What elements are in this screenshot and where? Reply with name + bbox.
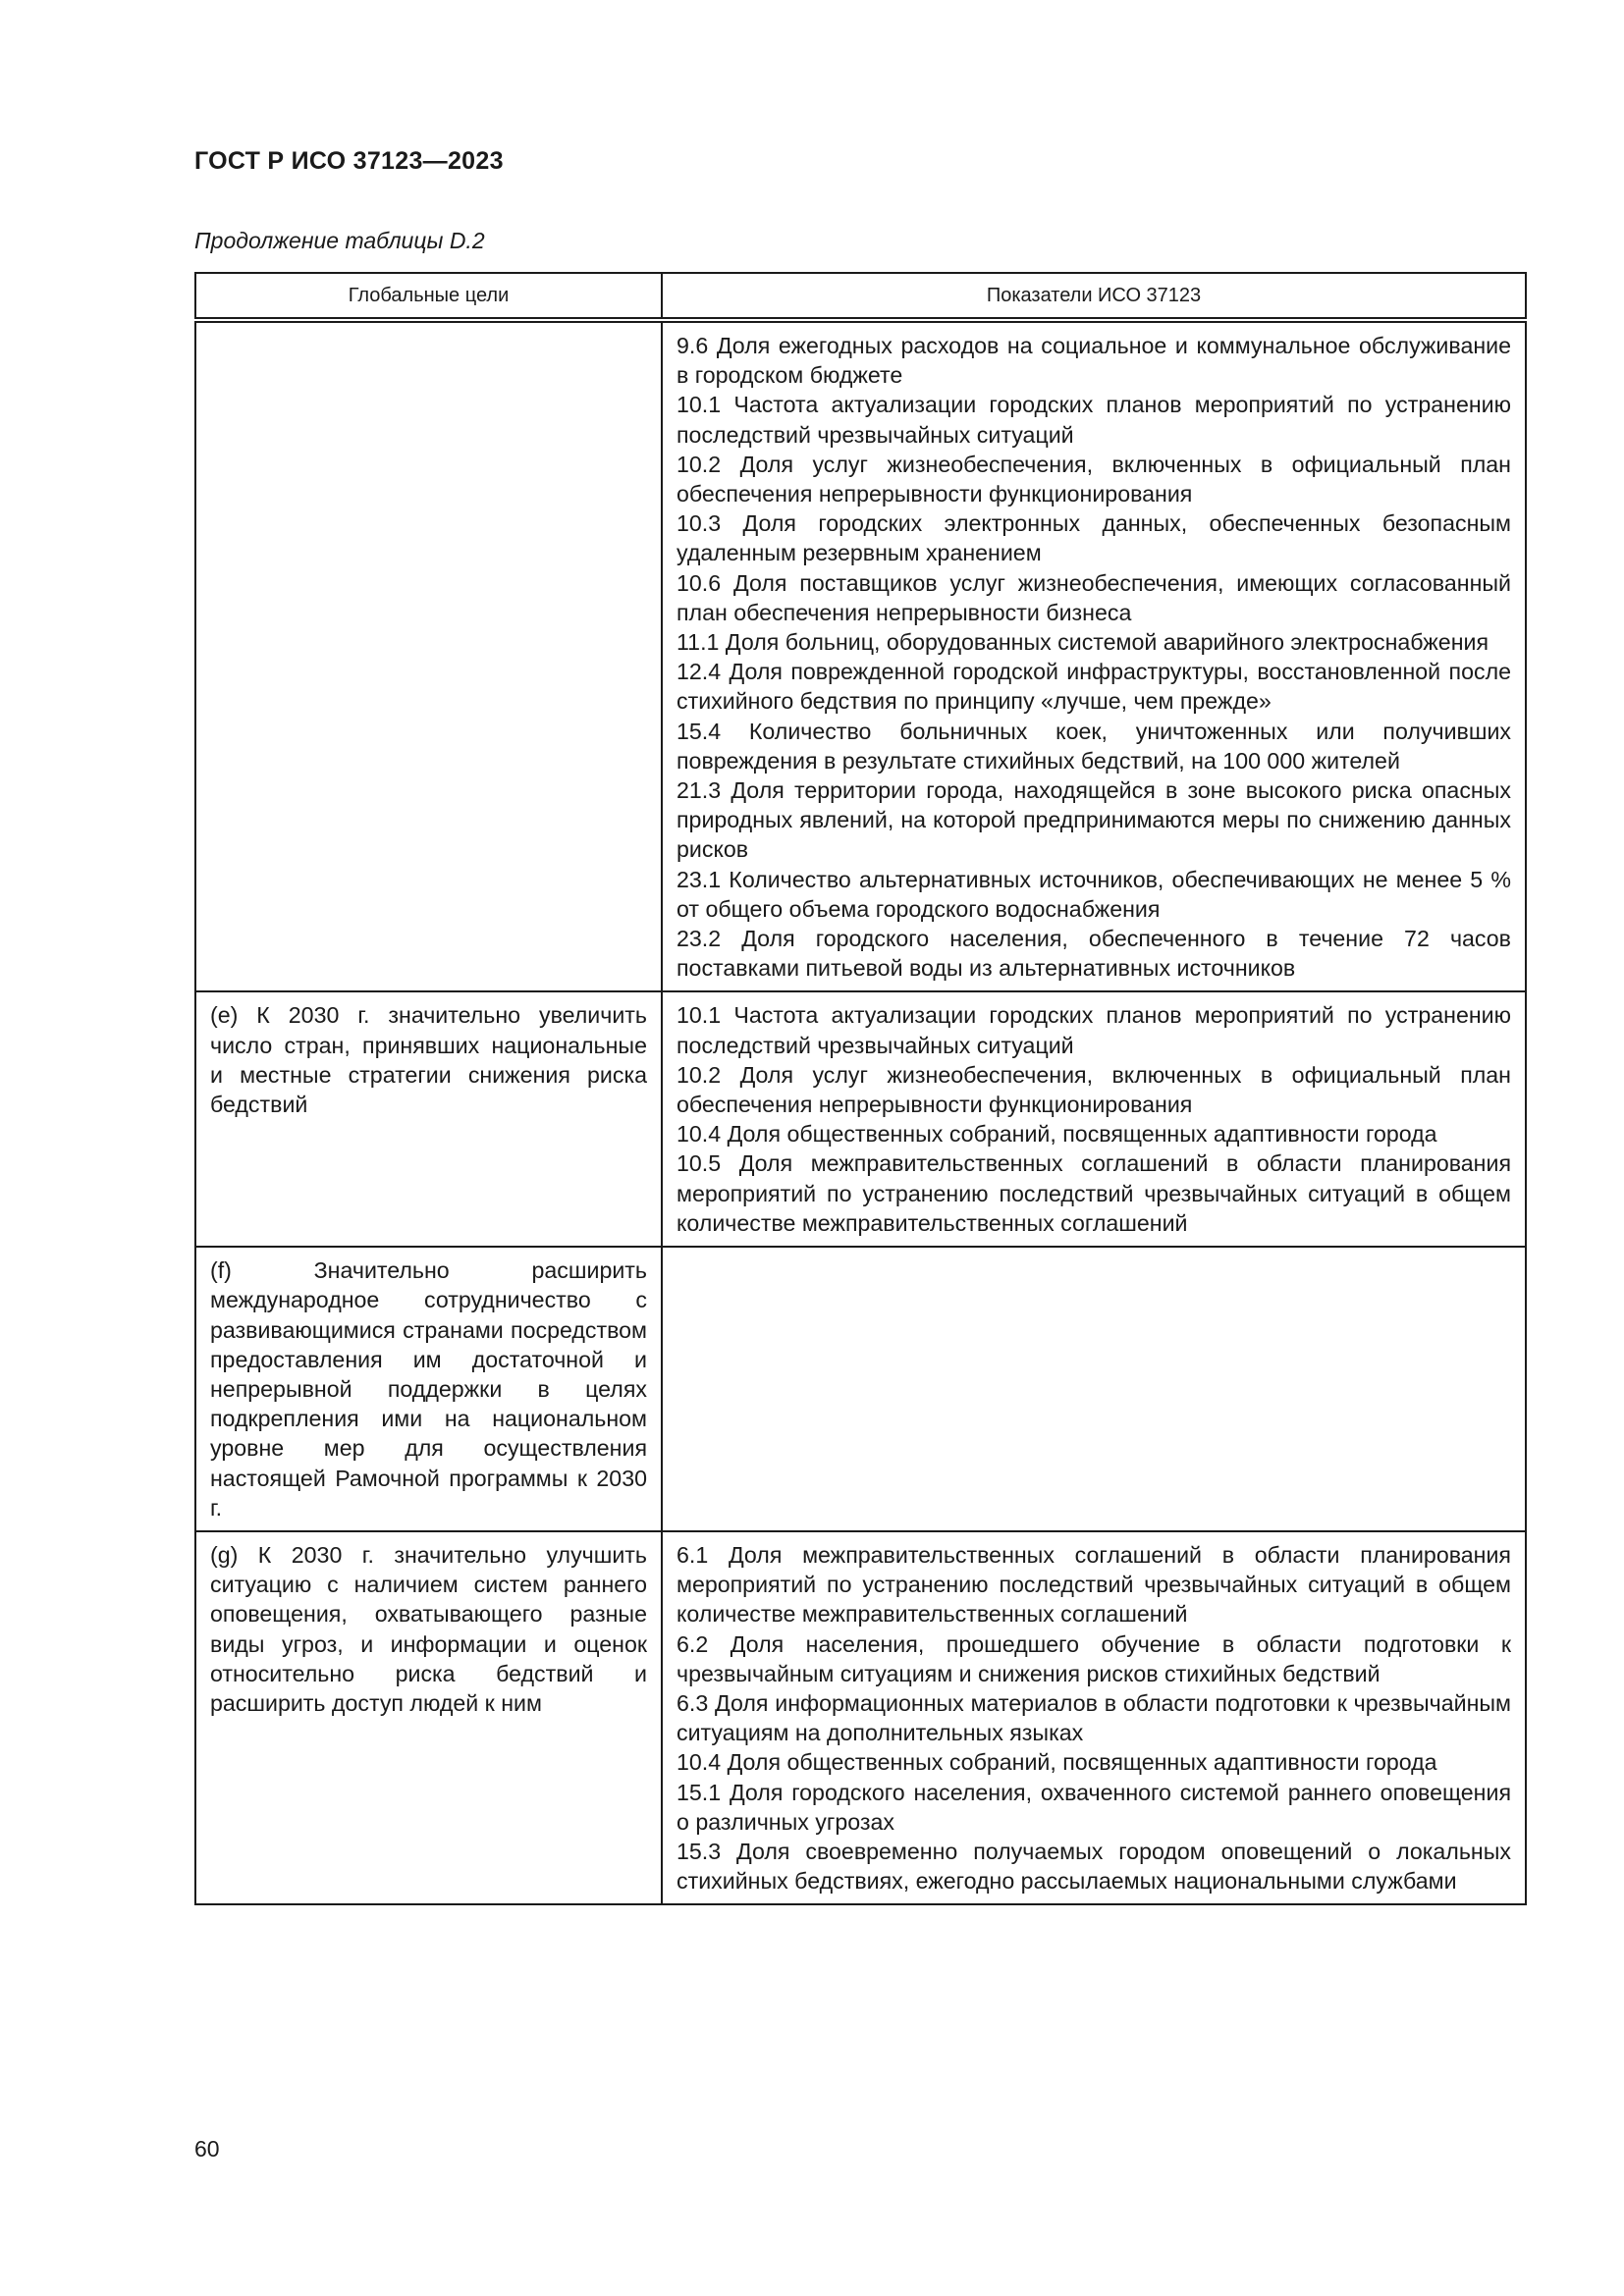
table-row [195,320,1526,991]
page-number: 60 [194,2136,220,2162]
goal-cell: (e) К 2030 г. значительно увеличить число стран, принявших национальные и местные стратегии снижения риска бедствий [195,991,662,1247]
table-row [195,1247,1526,1531]
column-header-goals: Глобальные цели [195,273,662,320]
table-row [195,1531,1526,1904]
document-code: ГОСТ Р ИСО 37123—2023 [194,147,504,175]
goal-cell: (g) К 2030 г. значительно улучшить ситуацию с наличием систем раннего оповещения, охватывающего разные виды угроз, и информации и оценок относительно риска бедствий и расширить доступ людей к ним [195,1531,662,1904]
goals-indicators-table [194,272,1527,1905]
column-header-indicators: Показатели ИСО 37123 [662,273,1526,320]
indicators-cell: 9.6 Доля ежегодных расходов на социальное и коммунальное обслуживание в городском бюджете 10.1 Частота актуализации городских планов мероприятий по устранению последствий чрезвычайных ситуаций 10.2 Доля услуг жизнеобеспечения, включенных в официальный план обеспечения непрерывности функционирования 10.3 Доля городских электронных данных, обеспеченных безопасным удаленным резервным хранением 10.6 Доля поставщиков услуг жизнеобеспечения, имеющих согласованный план обеспечения непрерывности бизнеса 11.1 Доля больниц, оборудованных системой аварийного электроснабжения 12.4 Доля поврежденной городской инфраструктуры, восстановленной после стихийного бедствия по принципу «лучше, чем прежде» 15.4 Количество больничных коек, уничтоженных или получивших повреждения в результате стихийных бедствий, на 100 000 жителей 21.3 Доля территории города, находящейся в зоне высокого риска опасных природных явлений, на которой предпринимаются меры по снижению данных рисков 23.1 Количество альтернативных источников, обеспечивающих не менее 5 % от общего объема городского водоснабжения 23.2 Доля городского населения, обеспеченного в течение 72 часов поставками питьевой воды из альтернативных источников [662,320,1526,991]
table-row [195,991,1526,1247]
indicators-cell [662,1247,1526,1531]
table-header-row [195,273,1526,320]
indicators-cell: 6.1 Доля межправительственных соглашений в области планирования мероприятий по устранению последствий чрезвычайных ситуаций в общем количестве межправительственных соглашений 6.2 Доля населения, прошедшего обучение в области подготовки к чрезвычайным ситуациям и снижения рисков стихийных бедствий 6.3 Доля информационных материалов в области подготовки к чрезвычайным ситуациям на дополнительных языках 10.4 Доля общественных собраний, посвященных адаптивности города 15.1 Доля городского населения, охваченного системой раннего оповещения о различных угрозах 15.3 Доля своевременно получаемых городом оповещений о локальных стихийных бедствиях, ежегодно рассылаемых национальными службами [662,1531,1526,1904]
indicators-cell: 10.1 Частота актуализации городских планов мероприятий по устранению последствий чрезвычайных ситуаций 10.2 Доля услуг жизнеобеспечения, включенных в официальный план обеспечения непрерывности функционирования 10.4 Доля общественных собраний, посвященных адаптивности города 10.5 Доля межправительственных соглашений в области планирования мероприятий по устранению последствий чрезвычайных ситуаций в общем количестве межправительственных соглашений [662,991,1526,1247]
goal-cell: (f) Значительно расширить международное сотрудничество с развивающимися странами посредством предоставления им достаточной и непрерывной поддержки в целях подкрепления ими на национальном уровне мер для осуществления настоящей Рамочной программы к 2030 г. [195,1247,662,1531]
goal-cell [195,320,662,991]
table-caption: Продолжение таблицы D.2 [194,228,485,253]
